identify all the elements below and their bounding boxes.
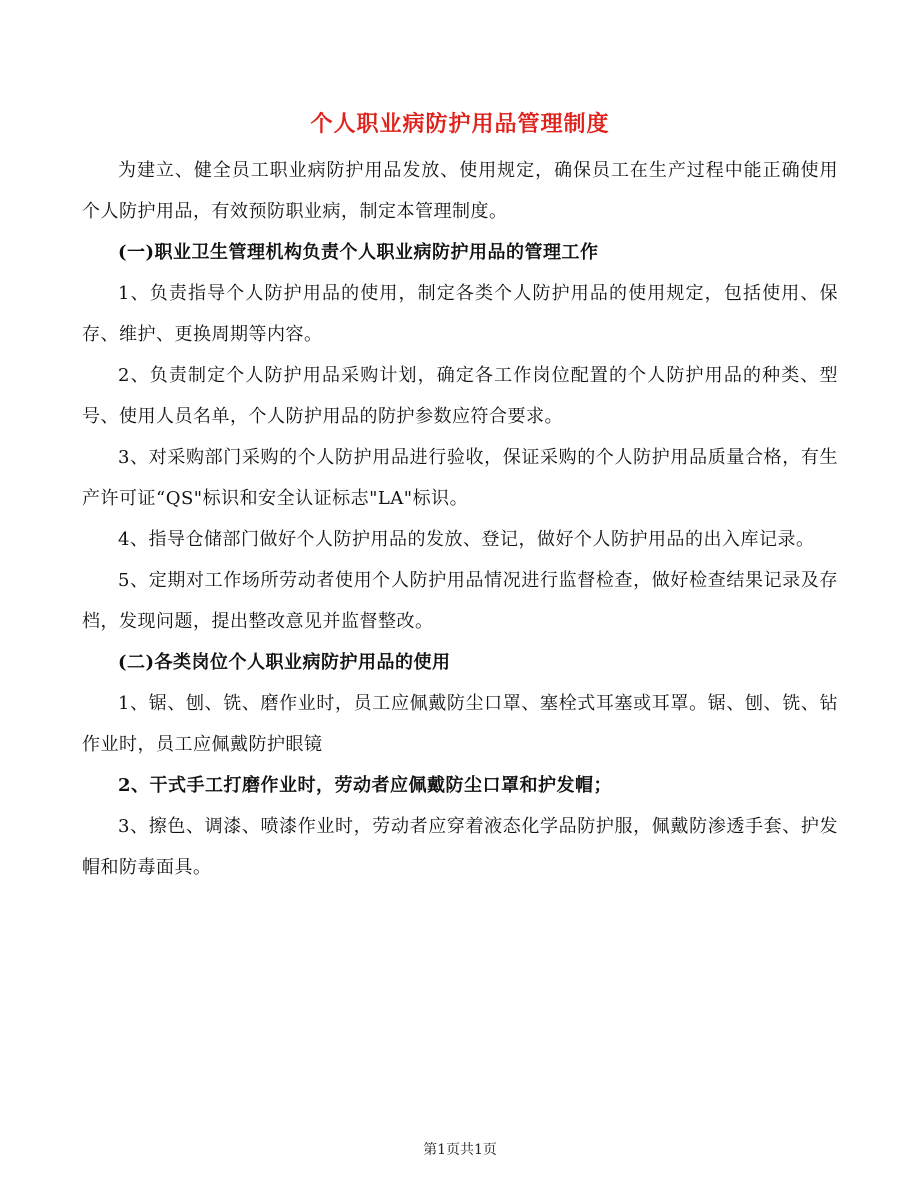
list-item: 1、锯、刨、铣、磨作业时，员工应佩戴防尘口罩、塞栓式耳塞或耳罩。锯、刨、铣、钻作业时，员工应佩戴防护眼镜: [82, 693, 838, 755]
list-item: 3、擦色、调漆、喷漆作业时，劳动者应穿着液态化学品防护服，佩戴防渗透手套、护发帽和防毒面具。: [82, 816, 838, 878]
page-footer: 第1页共1页: [423, 1142, 497, 1158]
list-item: 3、对采购部门采购的个人防护用品进行验收，保证采购的个人防护用品质量合格，有生产许可证“QS"标识和安全认证标志"LA"标识。: [82, 447, 838, 509]
section-heading-1: (一)职业卫生管理机构负责个人职业病防护用品的管理工作: [118, 242, 599, 263]
list-item-bold: 2、干式手工打磨作业时，劳动者应佩戴防尘口罩和护发帽；: [118, 775, 613, 796]
list-item: 5、定期对工作场所劳动者使用个人防护用品情况进行监督检查，做好检查结果记录及存档，发现问题，提出整改意见并监督整改。: [82, 570, 838, 632]
section-heading-2: (二)各类岗位个人职业病防护用品的使用: [118, 652, 451, 673]
list-item: 2、负责制定个人防护用品采购计划，确定各工作岗位配置的个人防护用品的种类、型号、使用人员名单，个人防护用品的防护参数应符合要求。: [82, 365, 838, 427]
intro-paragraph: 为建立、健全员工职业病防护用品发放、使用规定，确保员工在生产过程中能正确使用个人防护用品，有效预防职业病，制定本管理制度。: [82, 160, 838, 222]
list-item: 4、指导仓储部门做好个人防护用品的发放、登记，做好个人防护用品的出入库记录。: [118, 529, 815, 550]
document-title: 个人职业病防护用品管理制度: [310, 111, 610, 137]
document-body: [82, 150, 838, 888]
list-item: 1、负责指导个人防护用品的使用，制定各类个人防护用品的使用规定，包括使用、保存、维护、更换周期等内容。: [82, 283, 838, 345]
